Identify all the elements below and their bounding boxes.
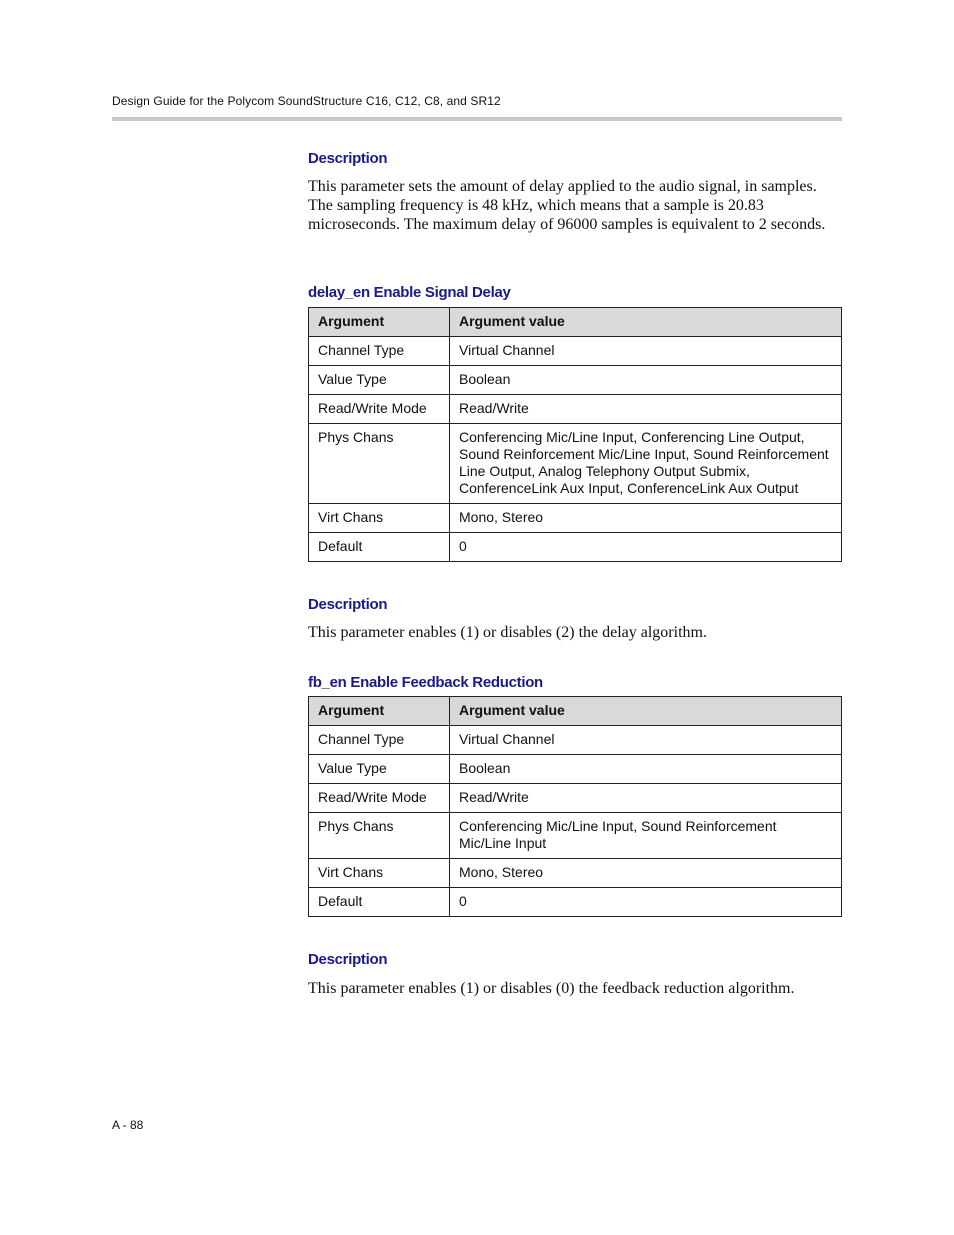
table-cell: 0 — [450, 533, 842, 562]
description-paragraph: This parameter sets the amount of delay applied to the audio signal, in samples. The sampling frequency is 48 kHz, which means that a sample is 20.83 microseconds. The maximum delay of 96000 samples is equivalent to 2 seconds. — [308, 178, 826, 233]
table-row — [309, 337, 842, 366]
table-header-row — [309, 697, 842, 726]
table-cell: Value Type — [309, 755, 450, 784]
table-row — [309, 395, 842, 424]
table-cell: Default — [309, 533, 450, 562]
table-header-cell: Argument value — [450, 697, 842, 726]
table-cell: 0 — [450, 888, 842, 917]
table-row — [309, 755, 842, 784]
header-rule — [112, 117, 842, 121]
table-row — [309, 533, 842, 562]
table-cell: Read/Write — [450, 395, 842, 424]
section-heading-delay-en: delay_en Enable Signal Delay — [308, 284, 511, 301]
table-cell: Mono, Stereo — [450, 859, 842, 888]
table-row — [309, 366, 842, 395]
table-cell: Boolean — [450, 366, 842, 395]
table-cell: Virt Chans — [309, 859, 450, 888]
description-paragraph: This parameter enables (1) or disables (0) the feedback reduction algorithm. — [308, 980, 795, 997]
section-heading-fb-en: fb_en Enable Feedback Reduction — [308, 674, 543, 691]
table-header-row — [309, 308, 842, 337]
table-row — [309, 784, 842, 813]
table-cell: Phys Chans — [309, 813, 450, 859]
table-cell: Boolean — [450, 755, 842, 784]
section-heading-description: Description — [308, 596, 388, 613]
section-heading-description: Description — [308, 150, 388, 167]
fb-en-table — [308, 696, 842, 917]
table-row — [309, 504, 842, 533]
table-row — [309, 424, 842, 504]
table-cell: Conferencing Mic/Line Input, Conferencing Line Output, Sound Reinforcement Mic/Line Input, Sound Reinforcement Line Output, Analog Telephony Output Submix, ConferenceLink Aux Input, ConferenceLink Aux Output — [450, 424, 842, 504]
table-cell: Read/Write Mode — [309, 395, 450, 424]
table-header-cell: Argument — [309, 697, 450, 726]
table-header-cell: Argument — [309, 308, 450, 337]
table-cell: Read/Write Mode — [309, 784, 450, 813]
table-row — [309, 859, 842, 888]
table-row — [309, 726, 842, 755]
table-header-cell: Argument value — [450, 308, 842, 337]
table-cell: Virt Chans — [309, 504, 450, 533]
table-cell: Default — [309, 888, 450, 917]
table-cell: Channel Type — [309, 726, 450, 755]
table-cell: Virtual Channel — [450, 337, 842, 366]
table-row — [309, 813, 842, 859]
table-cell: Mono, Stereo — [450, 504, 842, 533]
table-cell: Value Type — [309, 366, 450, 395]
delay-en-table — [308, 307, 842, 562]
table-cell: Read/Write — [450, 784, 842, 813]
page-number: A - 88 — [112, 1118, 144, 1132]
table-cell: Virtual Channel — [450, 726, 842, 755]
section-heading-description: Description — [308, 951, 388, 968]
table-cell: Conferencing Mic/Line Input, Sound Reinforcement Mic/Line Input — [450, 813, 842, 859]
running-header: Design Guide for the Polycom SoundStructure C16, C12, C8, and SR12 — [112, 94, 501, 108]
description-paragraph: This parameter enables (1) or disables (2) the delay algorithm. — [308, 624, 707, 641]
table-cell: Phys Chans — [309, 424, 450, 504]
table-cell: Channel Type — [309, 337, 450, 366]
table-row — [309, 888, 842, 917]
